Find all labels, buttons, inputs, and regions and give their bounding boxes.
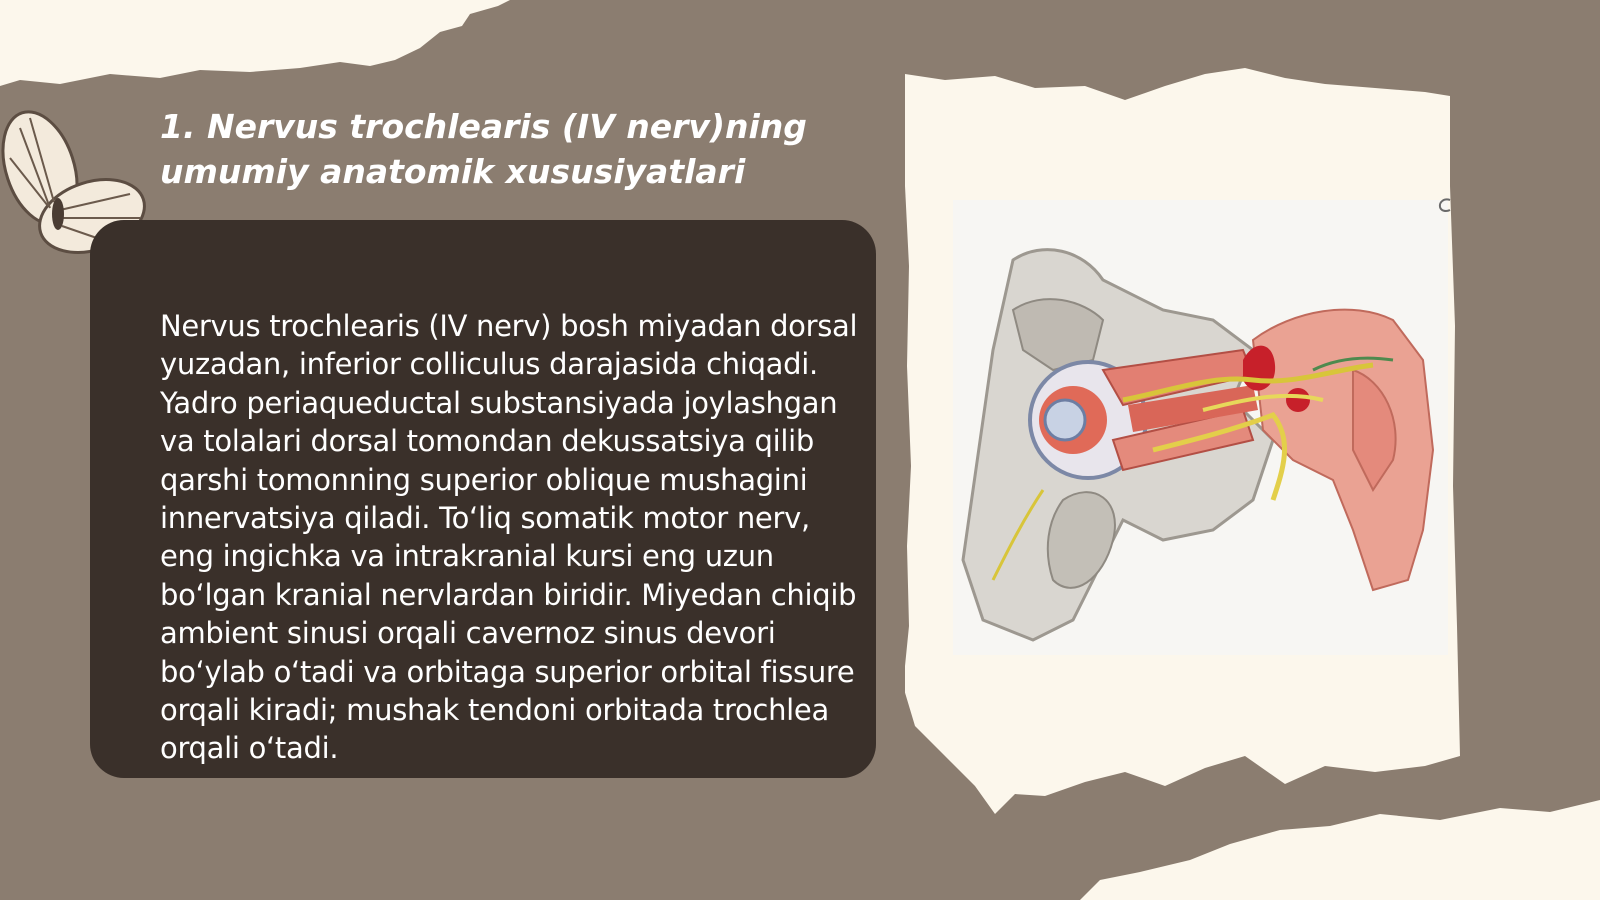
body-text: Nervus trochlearis (IV nerv) bosh miyadan dorsal yuzadan, inferior colliculus darajasida chiqadi. Yadro periaqueductal substansiyada joylashgan va tolalari dorsal tomondan dekussatsiya qilib qarshi tomonning superior oblique mushagini innervatsiya qiladi. To‘liq somatik motor nerv, eng ingichka va intrakranial kursi eng uzun bo‘lgan kranial nervlardan biridir. Miyedan chiqib ambient sinusi orqali cavernoz sinus devori bo‘ylab o‘tadi va orbitaga superior orbital fissure orqali kiradi; mushak tendoni orbitada trochlea orqali o‘tadi. — [160, 309, 858, 766]
corner-mark-icon — [1434, 194, 1456, 216]
orbit-anatomy-illustration — [953, 200, 1448, 655]
title-line-2: umumiy anatomik xususiyatlari — [160, 152, 746, 191]
slide-title — [160, 104, 880, 194]
torn-paper-top — [0, 0, 520, 92]
title-line-1: 1. Nervus trochlearis (IV nerv)ning — [160, 107, 807, 146]
